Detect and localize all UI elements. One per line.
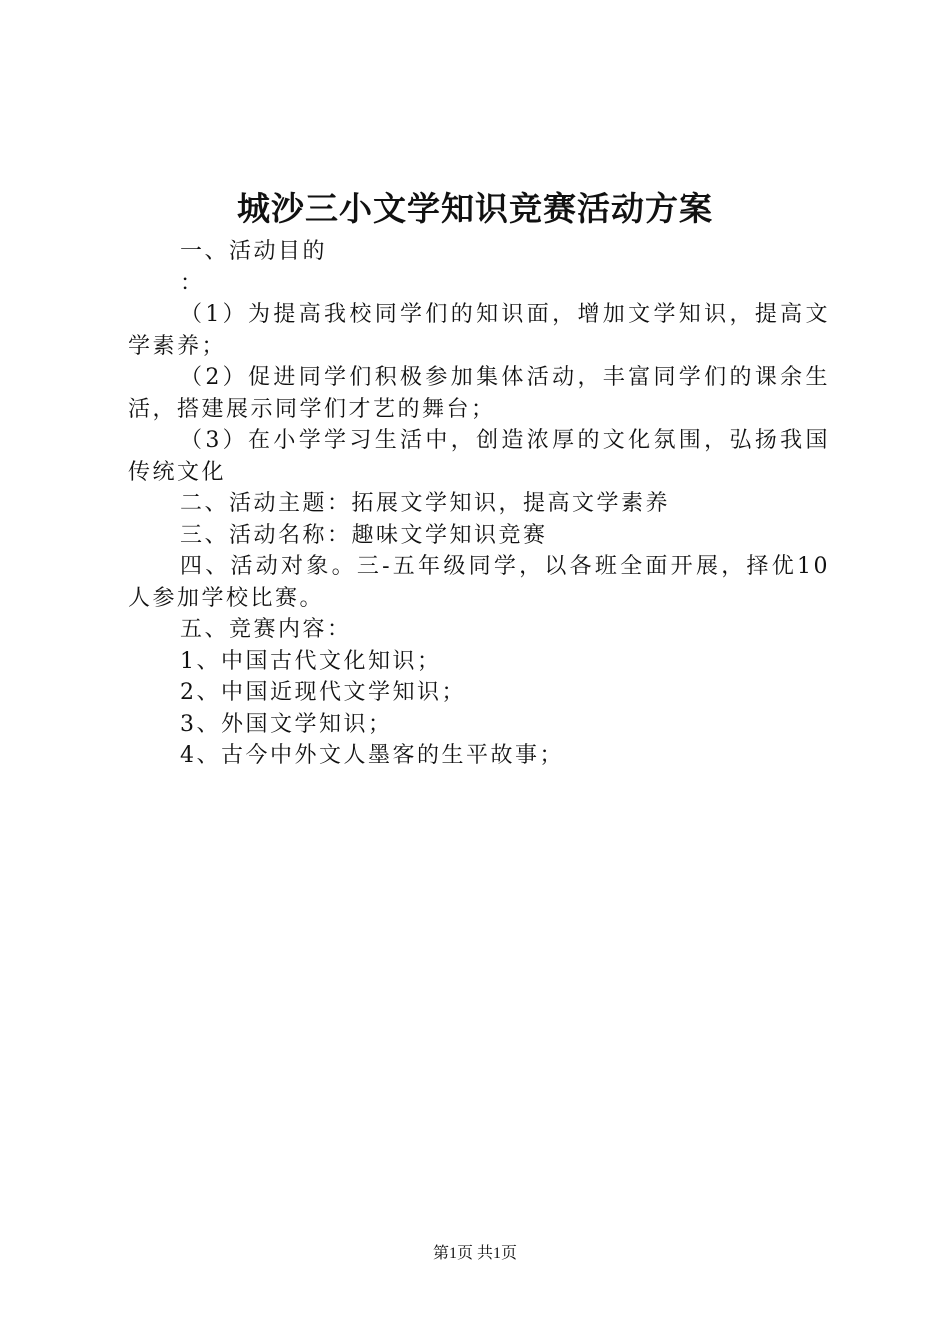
paragraph-purpose-2: （2）促进同学们积极参加集体活动，丰富同学们的课余生活，搭建展示同学们才艺的舞台； xyxy=(128,365,830,422)
list-item-content-2: 2、中国近现代文学知识； xyxy=(180,680,466,705)
list-item-content-1: 1、中国古代文化知识； xyxy=(180,648,442,674)
document-body xyxy=(128,236,830,772)
paragraph-colon: ： xyxy=(180,270,205,296)
document-title: 城沙三小文学知识竞赛活动方案 xyxy=(237,189,713,228)
section-heading-theme: 二、活动主题：拓展文学知识，提高文学素养 xyxy=(180,491,671,516)
page-footer xyxy=(0,1243,950,1265)
page-number-label: 第1页 共1页 xyxy=(432,1245,517,1262)
paragraph-purpose-1: （1）为提高我校同学们的知识面，增加文学知识，提高文学素养； xyxy=(128,302,830,359)
list-item-content-4: 4、古今中外文人墨客的生平故事； xyxy=(180,743,564,768)
section-heading-purpose: 一、活动目的 xyxy=(180,239,328,264)
list-item-content-3: 3、外国文学知识； xyxy=(180,711,393,737)
section-heading-content: 五、竞赛内容： xyxy=(180,617,352,642)
section-heading-name: 三、活动名称：趣味文学知识竞赛 xyxy=(180,522,548,548)
paragraph-purpose-3: （3）在小学学习生活中，创造浓厚的文化氛围，弘扬我国传统文化 xyxy=(128,428,830,485)
section-heading-participants: 四、活动对象。三-五年级同学，以各班全面开展，择优10人参加学校比赛。 xyxy=(128,554,830,611)
